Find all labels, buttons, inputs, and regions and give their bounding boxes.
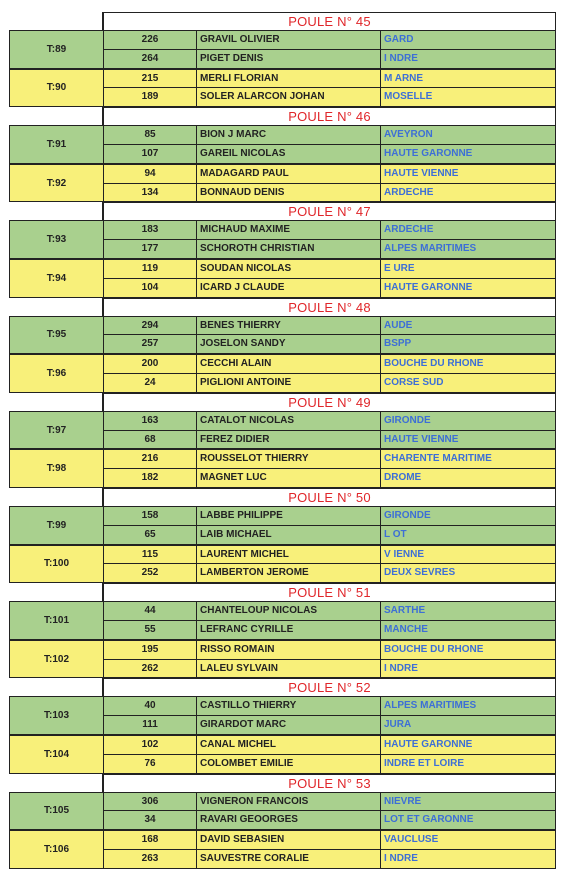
player-department: M ARNE bbox=[384, 72, 424, 84]
player-name: JOSELON SANDY bbox=[197, 335, 381, 353]
player-department: E URE bbox=[384, 262, 415, 274]
player-row bbox=[104, 412, 555, 430]
table-number: T:99 bbox=[10, 507, 104, 544]
table-group bbox=[9, 601, 556, 640]
player-number: 111 bbox=[104, 716, 197, 734]
player-number: 182 bbox=[104, 469, 197, 487]
player-row bbox=[104, 849, 555, 868]
poule-title: POULE N° 51 bbox=[103, 583, 556, 601]
player-name: SAUVESTRE CORALIE bbox=[197, 850, 381, 868]
player-row bbox=[104, 563, 555, 582]
player-department: MOSELLE bbox=[384, 91, 433, 103]
table-group bbox=[9, 30, 556, 69]
group-rows bbox=[104, 641, 555, 678]
poule-header-spacer bbox=[9, 393, 103, 411]
table-number: T:104 bbox=[10, 736, 104, 773]
group-rows bbox=[104, 31, 555, 68]
player-name: CASTILLO THIERRY bbox=[197, 697, 381, 715]
player-name: GIRARDOT MARC bbox=[197, 716, 381, 734]
poule-header-spacer bbox=[9, 12, 103, 30]
player-number: 226 bbox=[104, 31, 197, 49]
poule-title: POULE N° 50 bbox=[103, 488, 556, 506]
table-number: T:100 bbox=[10, 546, 104, 583]
player-row bbox=[104, 373, 555, 392]
poule-header-spacer bbox=[9, 107, 103, 125]
poule-title: POULE N° 49 bbox=[103, 393, 556, 411]
table-number: T:103 bbox=[10, 697, 104, 734]
player-row bbox=[104, 334, 555, 353]
player-number: 76 bbox=[104, 755, 197, 773]
player-row bbox=[104, 430, 555, 449]
player-number: 119 bbox=[104, 260, 197, 278]
poule-title: POULE N° 47 bbox=[103, 202, 556, 220]
player-department: HAUTE GARONNE bbox=[384, 281, 473, 293]
player-number: 263 bbox=[104, 850, 197, 868]
table-number: T:97 bbox=[10, 412, 104, 449]
poule-header-spacer bbox=[9, 678, 103, 696]
player-name: LAIB MICHAEL bbox=[197, 526, 381, 544]
player-row bbox=[104, 525, 555, 544]
player-number: 134 bbox=[104, 184, 197, 202]
player-name: VIGNERON FRANCOIS bbox=[197, 793, 381, 811]
player-number: 163 bbox=[104, 412, 197, 430]
group-rows bbox=[104, 697, 555, 734]
player-department: I NDRE bbox=[384, 662, 418, 674]
player-row bbox=[104, 468, 555, 487]
player-number: 257 bbox=[104, 335, 197, 353]
table-group bbox=[9, 164, 556, 203]
poule-header-spacer bbox=[9, 583, 103, 601]
player-department: SARTHE bbox=[384, 605, 426, 617]
player-row bbox=[104, 260, 555, 278]
player-department: VAUCLUSE bbox=[384, 834, 439, 846]
player-department: GIRONDE bbox=[384, 414, 431, 426]
player-number: 65 bbox=[104, 526, 197, 544]
player-name: CECCHI ALAIN bbox=[197, 355, 381, 373]
player-row bbox=[104, 659, 555, 678]
player-number: 55 bbox=[104, 621, 197, 639]
table-group bbox=[9, 792, 556, 831]
player-name: LEFRANC CYRILLE bbox=[197, 621, 381, 639]
group-rows bbox=[104, 546, 555, 583]
poule-header bbox=[9, 774, 556, 792]
poule-header-spacer bbox=[9, 202, 103, 220]
player-number: 306 bbox=[104, 793, 197, 811]
player-row bbox=[104, 507, 555, 525]
table-group bbox=[9, 69, 556, 108]
player-number: 158 bbox=[104, 507, 197, 525]
player-number: 107 bbox=[104, 145, 197, 163]
player-department: GARD bbox=[384, 34, 414, 45]
player-row bbox=[104, 602, 555, 620]
player-name: MADAGARD PAUL bbox=[197, 165, 381, 183]
poule-header-spacer bbox=[9, 298, 103, 316]
player-name: SCHOROTH CHRISTIAN bbox=[197, 240, 381, 258]
table-number: T:90 bbox=[10, 70, 104, 107]
player-name: COLOMBET EMILIE bbox=[197, 755, 381, 773]
player-row bbox=[104, 165, 555, 183]
player-number: 262 bbox=[104, 660, 197, 678]
player-row bbox=[104, 70, 555, 88]
player-department: BOUCHE DU RHONE bbox=[384, 643, 484, 655]
player-department: CORSE SUD bbox=[384, 376, 444, 388]
player-number: 177 bbox=[104, 240, 197, 258]
player-name: CATALOT NICOLAS bbox=[197, 412, 381, 430]
poule-header bbox=[9, 678, 556, 696]
player-row bbox=[104, 697, 555, 715]
group-rows bbox=[104, 165, 555, 202]
poule-header bbox=[9, 12, 556, 30]
player-row bbox=[104, 144, 555, 163]
player-department: I NDRE bbox=[384, 852, 418, 864]
table-number: T:106 bbox=[10, 831, 104, 868]
group-rows bbox=[104, 317, 555, 354]
table-number: T:105 bbox=[10, 793, 104, 830]
player-department: ARDECHE bbox=[384, 186, 434, 198]
table-group bbox=[9, 316, 556, 355]
group-rows bbox=[104, 355, 555, 392]
player-department: DROME bbox=[384, 472, 422, 484]
poule-header bbox=[9, 298, 556, 316]
player-number: 68 bbox=[104, 431, 197, 449]
player-row bbox=[104, 620, 555, 639]
group-rows bbox=[104, 736, 555, 773]
player-number: 40 bbox=[104, 697, 197, 715]
player-number: 264 bbox=[104, 50, 197, 68]
table-group bbox=[9, 735, 556, 774]
player-department: HAUTE VIENNE bbox=[384, 433, 459, 445]
player-number: 200 bbox=[104, 355, 197, 373]
player-name: BONNAUD DENIS bbox=[197, 184, 381, 202]
player-name: FEREZ DIDIER bbox=[197, 431, 381, 449]
player-name: LABBE PHILIPPE bbox=[197, 507, 381, 525]
table-number: T:96 bbox=[10, 355, 104, 392]
table-group bbox=[9, 830, 556, 869]
group-rows bbox=[104, 126, 555, 163]
table-group bbox=[9, 449, 556, 488]
pool-table bbox=[9, 12, 556, 869]
player-row bbox=[104, 641, 555, 659]
player-department: AVEYRON bbox=[384, 129, 433, 141]
poule-title: POULE N° 45 bbox=[103, 12, 556, 30]
poule-header bbox=[9, 202, 556, 220]
player-row bbox=[104, 546, 555, 564]
player-name: LALEU SYLVAIN bbox=[197, 660, 381, 678]
table-group bbox=[9, 696, 556, 735]
poule-title: POULE N° 48 bbox=[103, 298, 556, 316]
player-number: 85 bbox=[104, 126, 197, 144]
player-department: L OT bbox=[384, 528, 407, 540]
player-name: ICARD J CLAUDE bbox=[197, 279, 381, 297]
player-name: MERLI FLORIAN bbox=[197, 70, 381, 88]
player-number: 183 bbox=[104, 221, 197, 239]
player-name: BENES THIERRY bbox=[197, 317, 381, 335]
player-name: SOUDAN NICOLAS bbox=[197, 260, 381, 278]
player-number: 115 bbox=[104, 546, 197, 564]
player-number: 44 bbox=[104, 602, 197, 620]
player-row bbox=[104, 239, 555, 258]
player-department: CHARENTE MARITIME bbox=[384, 453, 492, 465]
player-name: PIGET DENIS bbox=[197, 50, 381, 68]
player-row bbox=[104, 715, 555, 734]
player-name: CANAL MICHEL bbox=[197, 736, 381, 754]
player-name: ROUSSELOT THIERRY bbox=[197, 450, 381, 468]
player-row bbox=[104, 810, 555, 829]
player-row bbox=[104, 221, 555, 239]
group-rows bbox=[104, 602, 555, 639]
poule-title: POULE N° 53 bbox=[103, 774, 556, 792]
group-rows bbox=[104, 507, 555, 544]
player-department: DEUX SEVRES bbox=[384, 567, 456, 579]
player-department: BSPP bbox=[384, 338, 412, 350]
player-row bbox=[104, 754, 555, 773]
table-number: T:92 bbox=[10, 165, 104, 202]
player-department: V IENNE bbox=[384, 548, 425, 560]
player-name: RAVARI GEOORGES bbox=[197, 811, 381, 829]
player-department: HAUTE VIENNE bbox=[384, 167, 459, 179]
player-row bbox=[104, 317, 555, 335]
player-row bbox=[104, 450, 555, 468]
player-row bbox=[104, 87, 555, 106]
poule-header bbox=[9, 393, 556, 411]
table-number: T:102 bbox=[10, 641, 104, 678]
poule-header-spacer bbox=[9, 774, 103, 792]
player-name: MICHAUD MAXIME bbox=[197, 221, 381, 239]
table-number: T:89 bbox=[10, 31, 104, 68]
player-name: GAREIL NICOLAS bbox=[197, 145, 381, 163]
player-row bbox=[104, 31, 555, 49]
table-group bbox=[9, 354, 556, 393]
table-group bbox=[9, 259, 556, 298]
group-rows bbox=[104, 793, 555, 830]
player-department: INDRE ET LOIRE bbox=[384, 757, 465, 769]
player-department: ALPES MARITIMES bbox=[384, 700, 477, 712]
player-number: 24 bbox=[104, 374, 197, 392]
player-number: 102 bbox=[104, 736, 197, 754]
player-row bbox=[104, 355, 555, 373]
player-department: LOT ET GARONNE bbox=[384, 814, 474, 826]
poule-title: POULE N° 46 bbox=[103, 107, 556, 125]
group-rows bbox=[104, 221, 555, 258]
player-department: BOUCHE DU RHONE bbox=[384, 358, 484, 370]
poule-header bbox=[9, 107, 556, 125]
table-number: T:98 bbox=[10, 450, 104, 487]
player-row bbox=[104, 126, 555, 144]
table-group bbox=[9, 125, 556, 164]
player-department: ALPES MARITIMES bbox=[384, 243, 477, 255]
player-name: CHANTELOUP NICOLAS bbox=[197, 602, 381, 620]
player-name: RISSO ROMAIN bbox=[197, 641, 381, 659]
player-number: 104 bbox=[104, 279, 197, 297]
player-number: 215 bbox=[104, 70, 197, 88]
group-rows bbox=[104, 70, 555, 107]
player-row bbox=[104, 49, 555, 68]
player-department: JURA bbox=[384, 719, 412, 731]
player-row bbox=[104, 831, 555, 849]
player-department: HAUTE GARONNE bbox=[384, 147, 473, 159]
player-department: HAUTE GARONNE bbox=[384, 738, 473, 750]
player-department: GIRONDE bbox=[384, 509, 431, 521]
player-number: 252 bbox=[104, 564, 197, 582]
player-department: AUDE bbox=[384, 319, 413, 331]
player-department: ARDECHE bbox=[384, 224, 434, 236]
table-number: T:101 bbox=[10, 602, 104, 639]
player-number: 168 bbox=[104, 831, 197, 849]
table-group bbox=[9, 411, 556, 450]
player-department: MANCHE bbox=[384, 623, 428, 635]
player-row bbox=[104, 183, 555, 202]
player-number: 189 bbox=[104, 88, 197, 106]
player-name: PIGLIONI ANTOINE bbox=[197, 374, 381, 392]
table-number: T:95 bbox=[10, 317, 104, 354]
player-row bbox=[104, 736, 555, 754]
table-group bbox=[9, 545, 556, 584]
poule-header bbox=[9, 583, 556, 601]
player-number: 216 bbox=[104, 450, 197, 468]
table-number: T:93 bbox=[10, 221, 104, 258]
player-department: NIEVRE bbox=[384, 795, 422, 807]
table-number: T:91 bbox=[10, 126, 104, 163]
table-number: T:94 bbox=[10, 260, 104, 297]
group-rows bbox=[104, 412, 555, 449]
table-group bbox=[9, 640, 556, 679]
poule-title: POULE N° 52 bbox=[103, 678, 556, 696]
player-row bbox=[104, 793, 555, 811]
player-name: BION J MARC bbox=[197, 126, 381, 144]
player-name: GRAVIL OLIVIER bbox=[197, 31, 381, 49]
player-name: MAGNET LUC bbox=[197, 469, 381, 487]
poule-header bbox=[9, 488, 556, 506]
table-group bbox=[9, 506, 556, 545]
player-department: I NDRE bbox=[384, 52, 418, 64]
player-name: LAURENT MICHEL bbox=[197, 546, 381, 564]
player-row bbox=[104, 278, 555, 297]
player-name: LAMBERTON JEROME bbox=[197, 564, 381, 582]
group-rows bbox=[104, 450, 555, 487]
player-number: 94 bbox=[104, 165, 197, 183]
player-name: DAVID SEBASIEN bbox=[197, 831, 381, 849]
table-group bbox=[9, 220, 556, 259]
player-number: 294 bbox=[104, 317, 197, 335]
group-rows bbox=[104, 260, 555, 297]
player-name: SOLER ALARCON JOHAN bbox=[197, 88, 381, 106]
player-number: 34 bbox=[104, 811, 197, 829]
player-number: 195 bbox=[104, 641, 197, 659]
poule-header-spacer bbox=[9, 488, 103, 506]
